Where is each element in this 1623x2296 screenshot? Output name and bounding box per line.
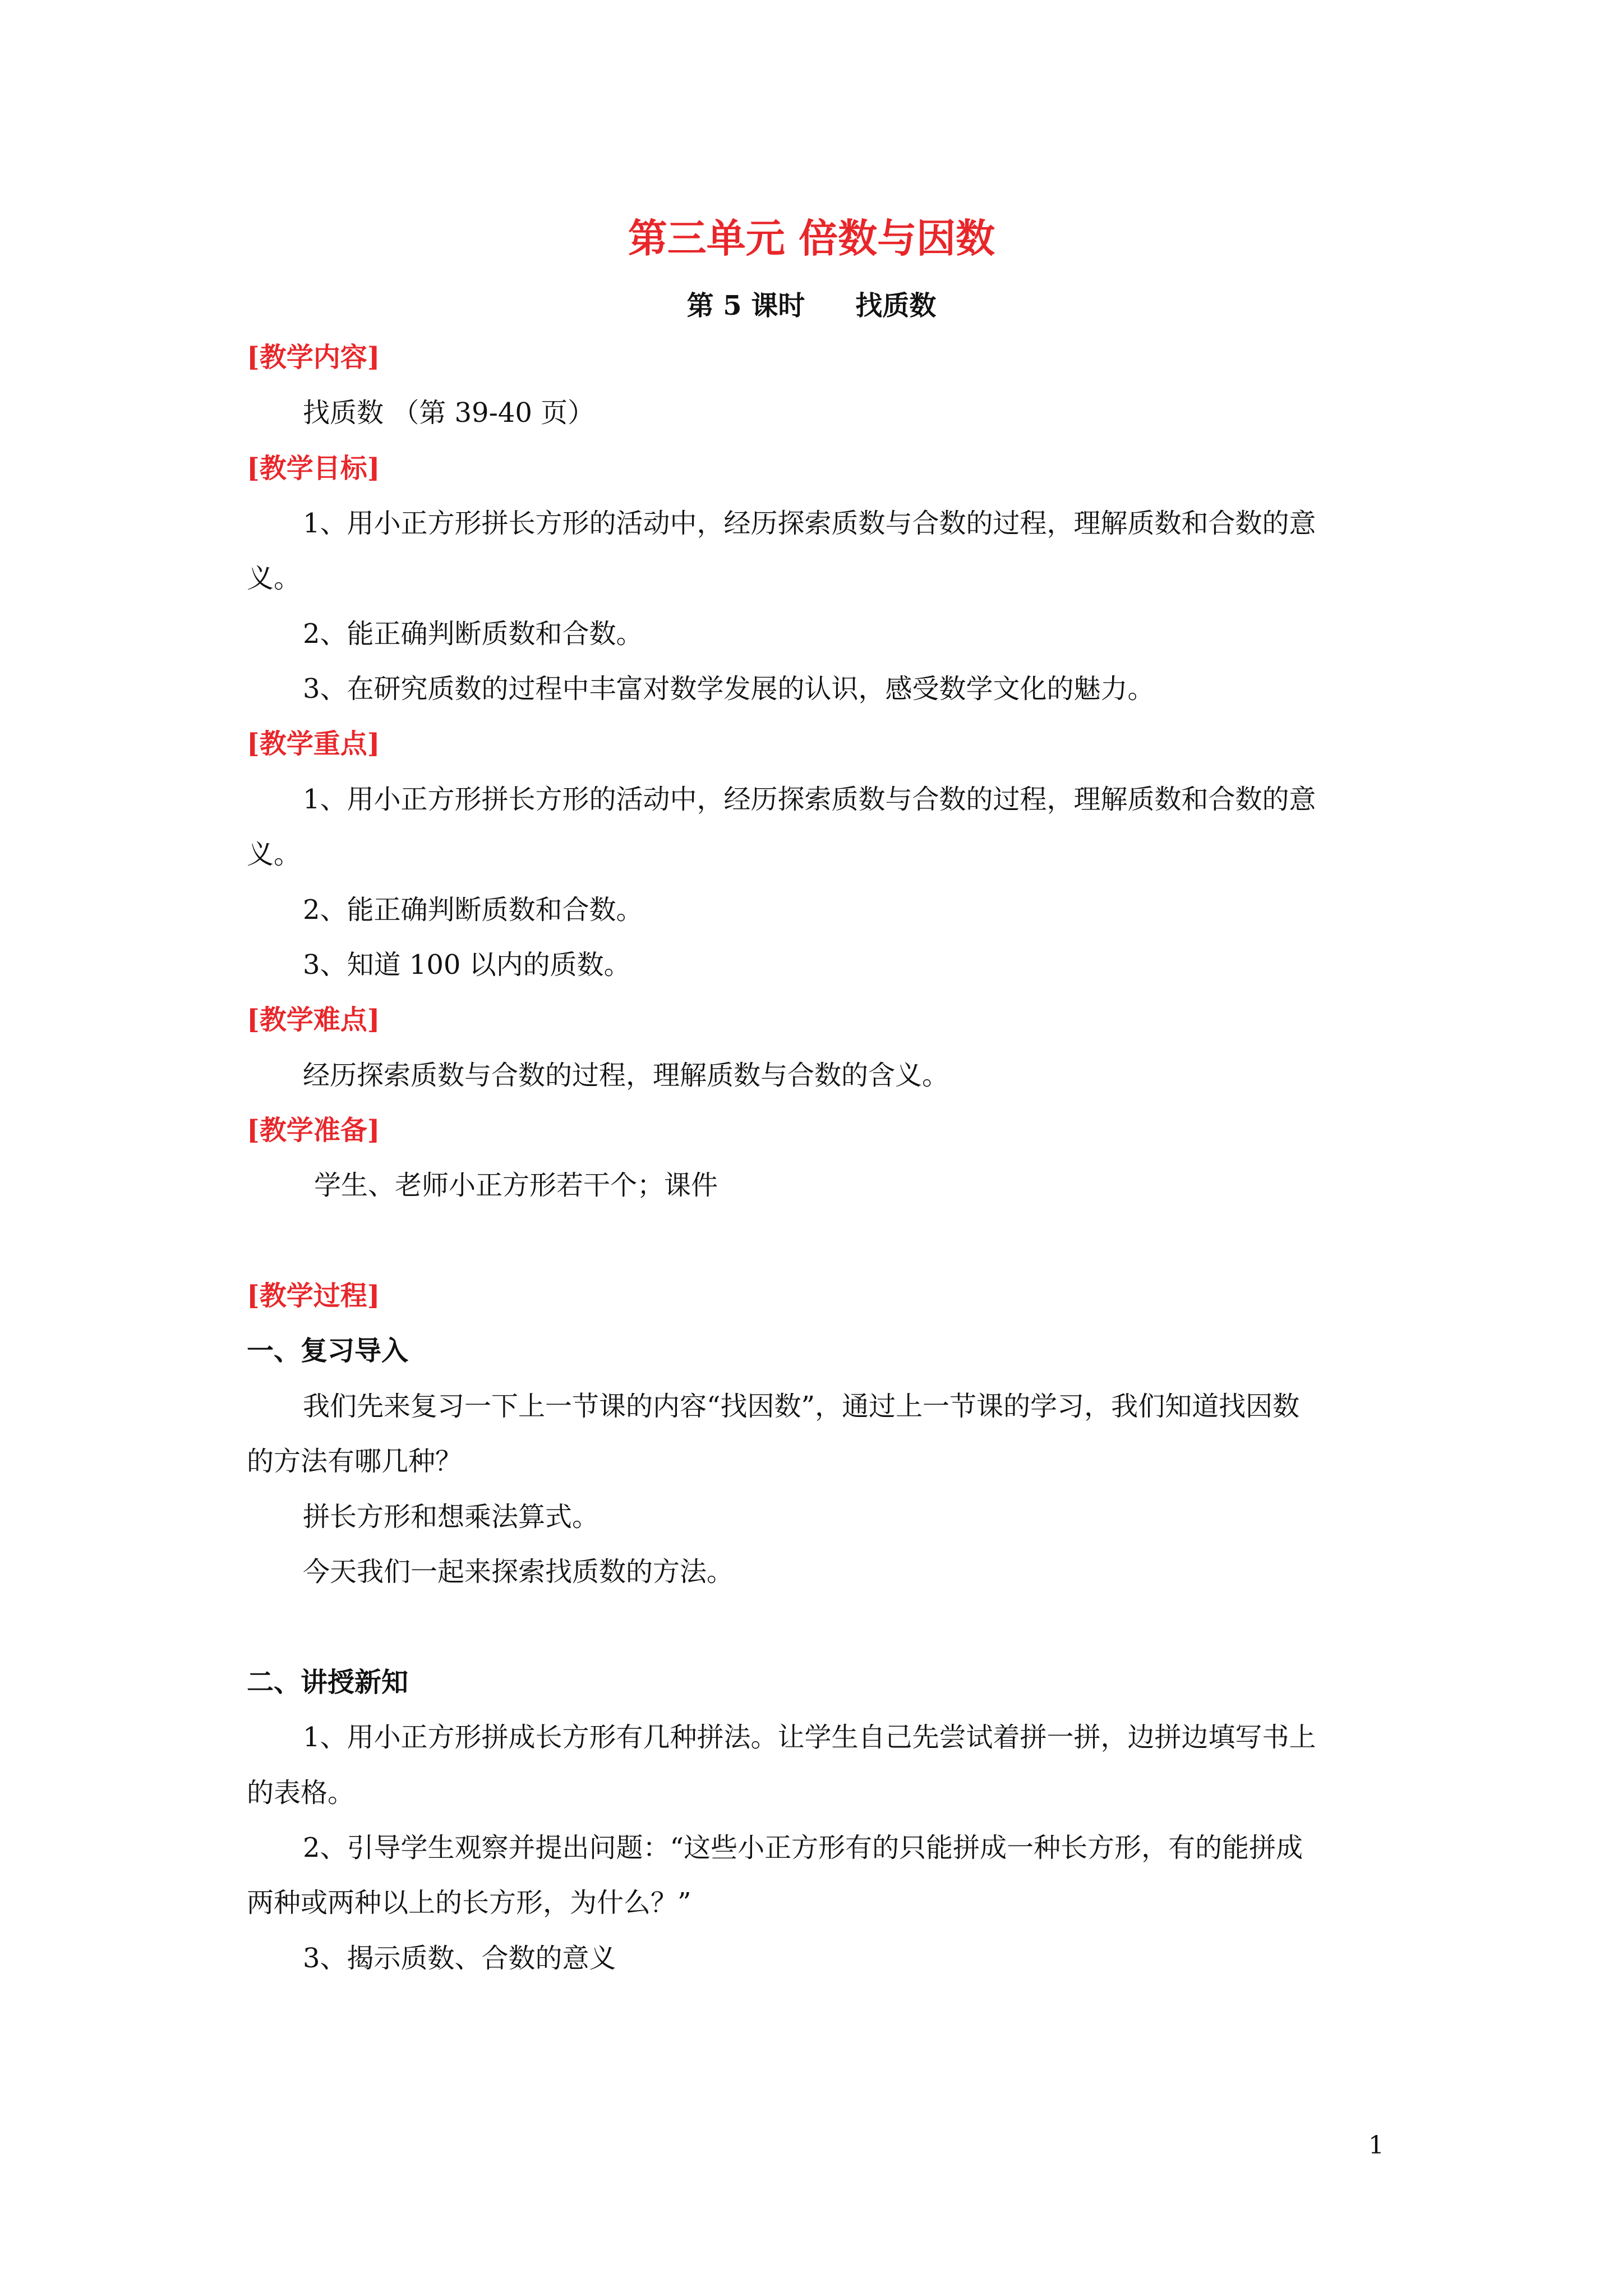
part-2-heading: 二、讲授新知 (247, 1667, 409, 1698)
key-point-1-line-1: 1、用小正方形拼长方形的活动中，经历探索质数与合数的过程，理解质数和合数的意 (303, 784, 1316, 815)
goals-heading: [教学目标] (247, 453, 380, 484)
goal-1-line-1: 1、用小正方形拼长方形的活动中，经历探索质数与合数的过程，理解质数和合数的意 (303, 508, 1316, 539)
process-heading: [教学过程] (247, 1280, 380, 1312)
content-heading: [教学内容] (247, 342, 380, 373)
difficulty-text: 经历探索质数与合数的过程，理解质数与合数的含义。 (303, 1060, 949, 1091)
part-1-paragraph-2: 拼长方形和想乘法算式。 (303, 1501, 600, 1533)
part-2-paragraph-3: 3、揭示质数、合数的意义 (303, 1943, 616, 1974)
key-point-3: 3、知道 100 以内的质数。 (303, 949, 631, 981)
key-point-2: 2、能正确判断质数和合数。 (303, 894, 643, 926)
part-2-paragraph-1-line-2: 的表格。 (247, 1777, 355, 1809)
key-points-heading: [教学重点] (247, 728, 380, 760)
goal-1-line-2: 义。 (247, 563, 301, 594)
part-1-paragraph-1-line-2: 的方法有哪几种？ (247, 1446, 463, 1477)
goal-3: 3、在研究质数的过程中丰富对数学发展的认识，感受数学文化的魅力。 (303, 673, 1155, 705)
key-point-1-line-2: 义。 (247, 839, 301, 870)
preparation-text: 学生、老师小正方形若干个；课件 (314, 1170, 718, 1201)
lesson-topic: 找质数 (855, 290, 937, 321)
part-2-paragraph-1-line-1: 1、用小正方形拼成长方形有几种拼法。让学生自己先尝试着拼一拼，边拼边填写书上 (303, 1722, 1316, 1753)
lesson-subtitle (0, 289, 1623, 323)
difficulty-heading: [教学难点] (247, 1004, 380, 1036)
document-title: 第三单元 倍数与因数 (628, 215, 995, 261)
page-number: 1 (1368, 2131, 1384, 2160)
preparation-heading: [教学准备] (247, 1115, 380, 1146)
lesson-number: 第 5 课时 (686, 290, 805, 321)
part-1-heading: 一、复习导入 (247, 1335, 409, 1366)
content-text: 找质数 （第 39-40 页） (303, 397, 595, 429)
part-1-paragraph-1-line-1: 我们先来复习一下上一节课的内容“找因数”，通过上一节课的学习，我们知道找因数 (303, 1391, 1300, 1422)
part-2-paragraph-2-line-2: 两种或两种以上的长方形，为什么？” (247, 1887, 691, 1918)
part-1-paragraph-3: 今天我们一起来探索找质数的方法。 (303, 1556, 734, 1588)
part-2-paragraph-2-line-1: 2、引导学生观察并提出问题：“这些小正方形有的只能拼成一种长方形，有的能拼成 (303, 1832, 1303, 1864)
goal-2: 2、能正确判断质数和合数。 (303, 618, 643, 650)
